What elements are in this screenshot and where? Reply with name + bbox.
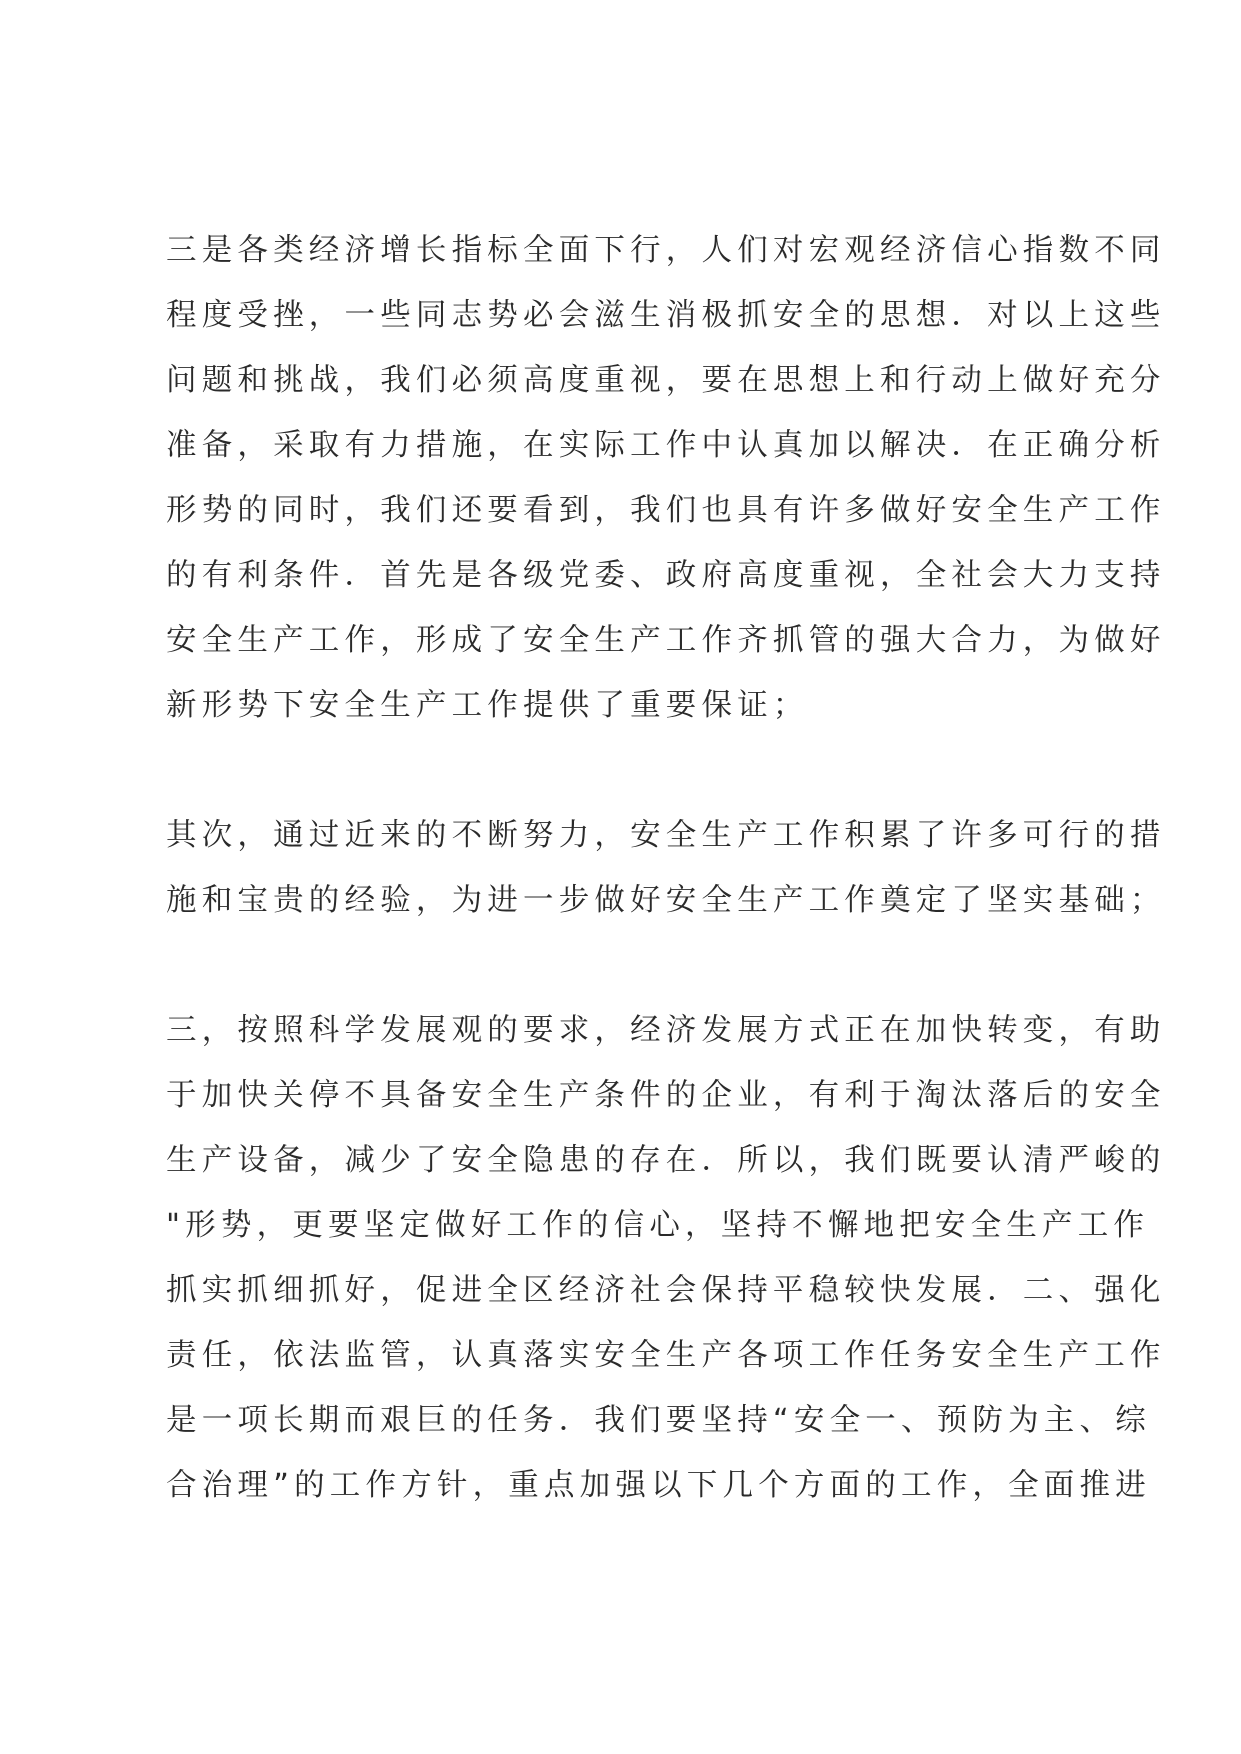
text-line: 其次，通过近来的不断努力，安全生产工作积累了许多可行的措 <box>166 818 1166 853</box>
document-body <box>166 218 1166 1518</box>
text-line: 问题和挑战，我们必须高度重视，要在思想上和行动上做好充分 <box>166 363 1166 398</box>
paragraph-3 <box>166 998 1166 1518</box>
text-line: 三是各类经济增长指标全面下行，人们对宏观经济信心指数不同 <box>166 233 1166 268</box>
text-line: "形势，更要坚定做好工作的信心，坚持不懈地把安全生产工作 <box>166 1208 1150 1243</box>
text-line: 三，按照科学发展观的要求，经济发展方式正在加快转变，有助 <box>166 1013 1166 1048</box>
text-line: 新形势下安全生产工作提供了重要保证； <box>166 688 809 723</box>
text-line: 形势的同时，我们还要看到，我们也具有许多做好安全生产工作 <box>166 493 1166 528</box>
text-line: 的有利条件．首先是各级党委、政府高度重视，全社会大力支持 <box>166 558 1166 593</box>
text-line: 合治理”的工作方针，重点加强以下几个方面的工作，全面推进 <box>166 1468 1151 1503</box>
text-line: 准备，采取有力措施，在实际工作中认真加以解决．在正确分析 <box>166 428 1166 463</box>
paragraph-spacer <box>166 738 1086 803</box>
paragraph-1 <box>166 218 1166 738</box>
text-line: 责任，依法监管，认真落实安全生产各项工作任务安全生产工作 <box>166 1338 1166 1373</box>
text-line: 生产设备，减少了安全隐患的存在．所以，我们既要认清严峻的 <box>166 1143 1166 1178</box>
text-line: 抓实抓细抓好，促进全区经济社会保持平稳较快发展．二、强化 <box>166 1273 1166 1308</box>
paragraph-spacer <box>166 933 1086 998</box>
text-line: 施和宝贵的经验，为进一步做好安全生产工作奠定了坚实基础； <box>166 883 1166 918</box>
text-line: 是一项长期而艰巨的任务．我们要坚持“安全一、预防为主、综 <box>166 1403 1151 1438</box>
text-line: 程度受挫，一些同志势必会滋生消极抓安全的思想．对以上这些 <box>166 298 1166 333</box>
paragraph-2 <box>166 803 1166 933</box>
text-line: 安全生产工作，形成了安全生产工作齐抓管的强大合力，为做好 <box>166 623 1166 658</box>
text-line: 于加快关停不具备安全生产条件的企业，有利于淘汰落后的安全 <box>166 1078 1166 1113</box>
